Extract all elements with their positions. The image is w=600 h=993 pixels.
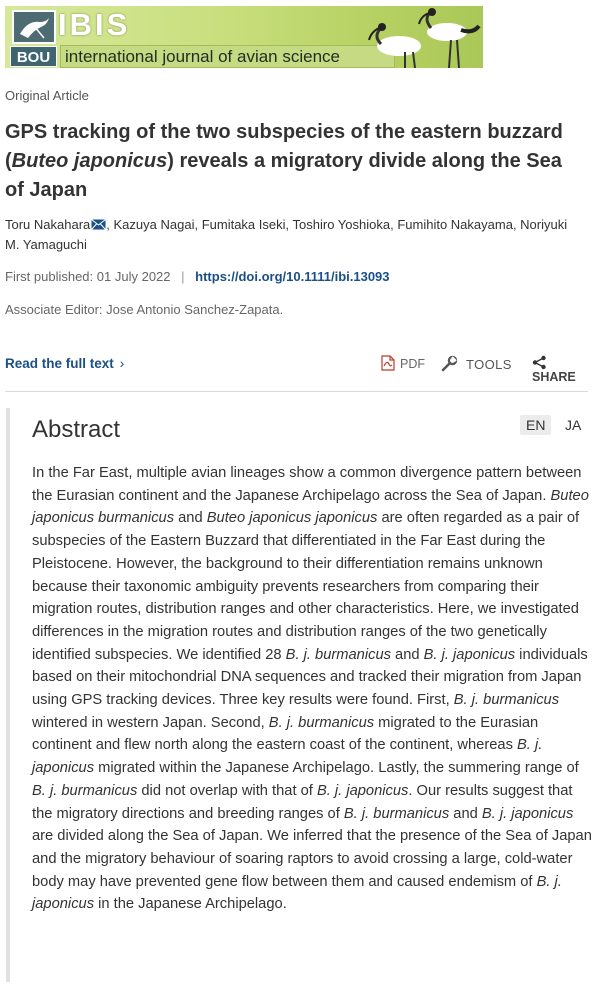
journal-name: IBIS [58, 7, 131, 42]
author-name[interactable]: Fumihito Nakayama [397, 217, 513, 232]
author-list [5, 215, 585, 255]
abstract-segment: B. j. burmanicus [343, 805, 450, 822]
author-name[interactable]: Noriyuki M. Yamaguchi [5, 217, 568, 252]
abstract-segment: B. j. burmanicus [32, 782, 138, 799]
abstract-segment: B. j. japonicus [316, 782, 409, 799]
mail-icon[interactable] [91, 216, 106, 227]
abstract-segment: and [449, 805, 482, 822]
abstract-segment: individuals based on their mitochondrial DNA sequences and tracked their migration from Japan using GPS tracking devices. Three key results were found. First, [32, 646, 588, 709]
share-label: SHARE [532, 370, 576, 384]
abstract-segment: are divided along the Sea of Japan. We inferred that the presence of the Sea of Japan and the migratory behaviour of soaring raptors to avoid crossing a large, cold-water body may have prevented gene flow between them and caused endemism of [32, 828, 592, 890]
doi-link[interactable]: https://doi.org/10.1111/ibi.13093 [195, 269, 390, 284]
journal-tagline: international journal of avian science [60, 45, 395, 68]
article-title [5, 118, 565, 205]
abstract-segment: In the Far East, multiple avian lineages show a common divergence pattern between the Eurasian continent and the Japanese Archipelago across the Sea of Japan. [32, 465, 582, 504]
abstract-segment: did not overlap with that of [137, 782, 317, 799]
author-name[interactable]: Toru Nakahara [5, 217, 91, 232]
author-name[interactable]: Fumitaka Iseki [201, 217, 286, 232]
abstract-segment: . Our results suggest that the migratory directions and breeding ranges of [32, 782, 573, 822]
title-part: GPS tracking of the two subspecies of the eastern buzzard ( [5, 121, 563, 172]
abstract-segment: migrated within the Japanese Archipelago. Lastly, the summering range of [94, 760, 579, 777]
abstract-section [6, 408, 590, 982]
title-part: ) reveals a migratory divide along the Sea of Japan [5, 150, 562, 201]
tools-label: TOOLS [466, 357, 512, 372]
first-published-date: 01 July 2022 [96, 269, 171, 284]
share-icon [532, 355, 547, 370]
abstract-segment: B. j. burmanicus [268, 714, 375, 731]
associate-editor: Associate Editor: Jose Antonio Sanchez-Zapata. [5, 302, 284, 317]
abstract-segment: B. j. japonicus [32, 737, 543, 777]
separator: | [181, 269, 185, 284]
abstract-segment: Buteo japonicus japonicus [206, 510, 378, 527]
read-full-text-link[interactable] [5, 356, 124, 371]
author-separator: , [390, 217, 398, 232]
author-separator: , [194, 217, 202, 232]
author-separator: , [106, 217, 114, 232]
abstract-segment: and [174, 510, 207, 527]
first-published-label: First published: [5, 269, 94, 284]
journal-banner[interactable] [5, 6, 483, 68]
abstract-segment: are often regarded as a pair of subspecies of the Eastern Buzzard that differentiated in the Far East during the Pleistocene. However, the background to their differentiation remains unknown because their taxonomic ambiguity prevents researchers from comparing their migration routes, distribution ranges and other characteristics. Here, we investigated differences in the migration routes and distribution ranges of the two genetically identified subspecies. We identified 28 [32, 510, 580, 663]
wrench-icon [440, 355, 458, 373]
bird-logo-icon [12, 10, 56, 44]
language-toggle-ja[interactable]: JA [565, 417, 582, 433]
publication-info [5, 269, 390, 284]
abstract-segment: B. j. burmanicus [453, 692, 560, 709]
abstract-segment: B. j. burmanicus [285, 646, 391, 663]
abstract-segment: B. j. japonicus [423, 646, 516, 663]
pdf-button[interactable] [381, 355, 425, 371]
publisher-badge: BOU [10, 46, 57, 67]
article-actions [5, 354, 590, 384]
author-name[interactable]: Kazuya Nagai [113, 217, 195, 232]
abstract-segment: Buteo japonicus burmanicus [32, 487, 589, 527]
author-name[interactable]: Toshiro Yoshioka [292, 217, 391, 232]
title-part: Buteo japonicus [11, 150, 168, 172]
ibis-birds-art [365, 6, 483, 68]
abstract-segment: B. j. japonicus [481, 805, 574, 822]
abstract-text [32, 462, 594, 916]
abstract-segment: wintered in western Japan. Second, [32, 714, 269, 731]
read-full-text-label: Read the full text [5, 356, 114, 371]
tools-button[interactable] [440, 355, 512, 373]
author-separator: , [285, 217, 293, 232]
article-type: Original Article [5, 88, 89, 103]
abstract-segment: in the Japanese Archipelago. [94, 896, 287, 913]
chevron-right-icon: › [119, 356, 125, 371]
divider [5, 391, 588, 392]
pdf-icon [381, 355, 395, 371]
abstract-heading: Abstract [32, 416, 121, 443]
pdf-label: PDF [400, 357, 425, 371]
abstract-segment: B. j. japonicus [32, 873, 562, 913]
author-separator: , [512, 217, 521, 232]
abstract-segment: migrated to the Eurasian continent and flew north along the eastern coast of the continent, whereas [32, 714, 539, 754]
language-toggle-en[interactable]: EN [520, 415, 551, 435]
share-button[interactable] [532, 355, 590, 384]
abstract-segment: and [390, 646, 424, 663]
